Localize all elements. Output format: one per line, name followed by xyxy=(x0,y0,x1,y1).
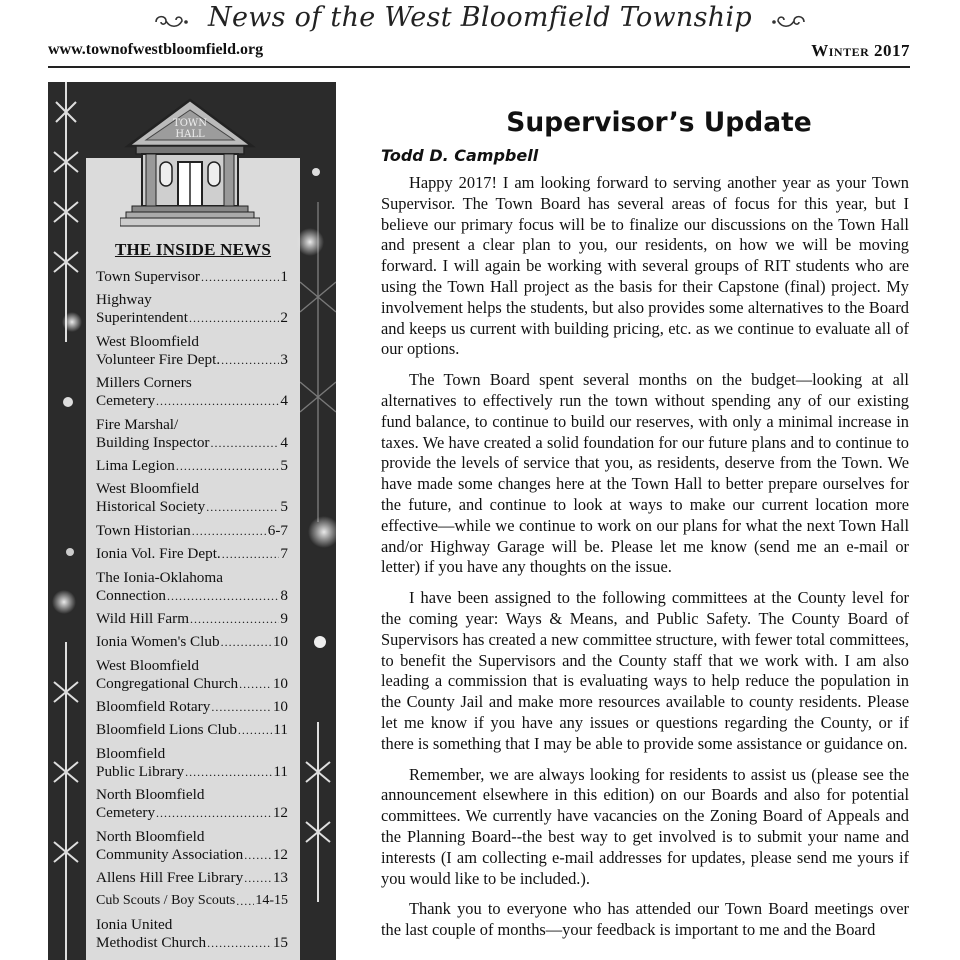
toc-item-line xyxy=(96,721,288,739)
toc-item[interactable] xyxy=(96,698,288,716)
toc-item-line xyxy=(96,587,288,605)
toc-item-title: The Ionia-Oklahoma xyxy=(96,568,223,586)
toc-item-page: 6-7 xyxy=(267,521,288,539)
toc-item-line xyxy=(96,498,288,516)
toc-item-page: 11 xyxy=(273,762,288,780)
toc-leader-dots xyxy=(156,392,279,410)
issue-year: 2017 xyxy=(874,41,910,60)
toc-item[interactable] xyxy=(96,745,288,781)
toc-item-line xyxy=(96,480,288,498)
toc-item-line xyxy=(96,745,288,763)
toc-item-line xyxy=(96,633,288,651)
article-paragraph: The Town Board spent several months on the budget—looking at all alternatives to effectively run the town without spending any of our existing fund balance, to continue to build our reserves, with only a minimal increase in taxes. We have created a solid foundation for our future plans and to continue to provide the levels of service that you, as residents, deserve from the Town. We have made some changes here at the Town Hall to better prepare ourselves for the future, and continue to look at ways to make our current location more effective—while we continue to work on our plans for what the next Town Hall and/or Highway Garage will be. Please let me know (send me an e-mail or letter) if you have any thoughts on the issue. xyxy=(381,370,909,577)
toc-item-title: West Bloomfield xyxy=(96,332,199,350)
toc-item-title: Highway xyxy=(96,291,152,309)
town-hall-label-bottom: HALL xyxy=(175,129,205,140)
toc-item-title: Bloomfield Rotary xyxy=(96,698,211,716)
right-swirl-ornament xyxy=(768,12,808,32)
toc-item-title: Congregational Church xyxy=(96,674,239,692)
toc-item-title: Building Inspector xyxy=(96,433,210,451)
toc-item-title: Wild Hill Farm xyxy=(96,609,190,627)
article-paragraph: Happy 2017! I am looking forward to serving another year as your Town Supervisor. The Town Board has several areas of focus for this year, but I believe our primary focus will be to finalize our discussions on the Town Hall and present a clear plan to you, our residents, on how we will be moving forward. I will again be working with several groups of RIT students who are using the Town Hall project as the basis for their Capstone (final) project. My involvement helps the students, but also provides some alternatives to the Board and keeps us current with building pricing, etc. as we continue to evaluate all of our options. xyxy=(381,173,909,359)
toc-item-line xyxy=(96,892,288,910)
toc-item-title: Allens Hill Free Library xyxy=(96,869,244,887)
toc-item[interactable] xyxy=(96,291,288,327)
issue-season: Winter xyxy=(811,41,870,60)
toc-item[interactable] xyxy=(96,457,288,475)
toc-item[interactable] xyxy=(96,545,288,563)
toc-leader-dots xyxy=(210,434,279,452)
toc-leader-dots xyxy=(244,846,272,864)
toc-item[interactable] xyxy=(96,828,288,864)
toc-item-line xyxy=(96,374,288,392)
toc-item-line xyxy=(96,846,288,864)
toc-item-line xyxy=(96,291,288,309)
toc-leader-dots xyxy=(156,804,272,822)
toc-item-title: Town Historian xyxy=(96,521,191,539)
article-paragraph: Remember, we are always looking for residents to assist us (please see the announcement elsewhere in this edition) on our Boards and also for potential committees. We currently have vacancies on the Zoning Board of Appeals and the Planning Board--the best way to get involved is to submit your name and interests (I am collecting e-mail addresses for updates, please send me yours if you would like to be included.). xyxy=(381,764,909,888)
toc-item-line xyxy=(96,698,288,716)
toc-item-page: 11 xyxy=(273,721,288,739)
toc-item-title: Cemetery xyxy=(96,804,156,822)
toc-item-title: Historical Society xyxy=(96,498,206,516)
toc-leader-dots xyxy=(167,587,279,605)
table-of-contents xyxy=(96,268,288,957)
toc-item-title: Volunteer Fire Dept. xyxy=(96,350,221,368)
toc-item-title: Millers Corners xyxy=(96,374,192,392)
toc-item-line xyxy=(96,869,288,887)
toc-item[interactable] xyxy=(96,657,288,693)
article-paragraph: Thank you to everyone who has attended our Town Board meetings over the last couple of months—your feedback is important to me and the Board xyxy=(381,899,909,940)
toc-item-page: 4 xyxy=(280,433,288,451)
toc-item-line xyxy=(96,545,288,563)
toc-item-title: West Bloomfield xyxy=(96,480,199,498)
toc-item[interactable] xyxy=(96,786,288,822)
toc-item-title: West Bloomfield xyxy=(96,656,199,674)
toc-leader-dots xyxy=(221,351,279,369)
town-hall-label-top: TOWN xyxy=(173,118,207,129)
toc-item-line xyxy=(96,934,288,952)
toc-item-line xyxy=(96,268,288,286)
toc-heading: THE INSIDE NEWS xyxy=(114,240,272,259)
toc-item-line xyxy=(96,416,288,434)
toc-item-page: 7 xyxy=(280,545,288,563)
toc-item-line xyxy=(96,457,288,475)
article-title: Supervisor’s Update xyxy=(506,107,812,138)
toc-item-line xyxy=(96,763,288,781)
toc-item-line xyxy=(96,569,288,587)
toc-item-line xyxy=(96,333,288,351)
toc-item-line xyxy=(96,434,288,452)
toc-item-page: 4 xyxy=(280,392,288,410)
toc-leader-dots xyxy=(176,457,280,475)
toc-item-page: 12 xyxy=(272,804,288,822)
toc-item-page: 15 xyxy=(272,933,288,951)
toc-item-page: 14-15 xyxy=(255,893,288,909)
article-author: Todd D. Campbell xyxy=(381,146,539,165)
toc-item[interactable] xyxy=(96,916,288,952)
toc-item[interactable] xyxy=(96,374,288,410)
toc-item-title: Bloomfield xyxy=(96,744,166,762)
toc-item-title: Ionia Women's Club xyxy=(96,633,220,651)
left-swirl-ornament xyxy=(152,12,192,32)
toc-item-title: Superintendent xyxy=(96,309,188,327)
toc-item-title: Town Supervisor xyxy=(96,268,200,285)
toc-item-title: Fire Marshal/ xyxy=(96,415,179,433)
toc-item-page: 5 xyxy=(280,498,288,516)
toc-item-page: 10 xyxy=(272,698,288,716)
toc-item[interactable] xyxy=(96,480,288,516)
toc-item-page: 5 xyxy=(280,456,288,474)
sidebar xyxy=(48,82,336,960)
toc-item-title: North Bloomfield xyxy=(96,786,205,804)
toc-item-title: Lima Legion xyxy=(96,456,175,474)
toc-item-page: 1 xyxy=(280,268,288,285)
toc-leader-dots xyxy=(239,675,272,693)
toc-item-page: 9 xyxy=(280,609,288,627)
toc-item-line xyxy=(96,351,288,369)
toc-leader-dots xyxy=(185,763,272,781)
toc-item-line xyxy=(96,804,288,822)
toc-item-line xyxy=(96,522,288,540)
toc-item-title: Cemetery xyxy=(96,392,156,410)
toc-item-title: Bloomfield Lions Club xyxy=(96,721,237,739)
toc-item-title: Ionia United xyxy=(96,915,173,933)
toc-leader-dots xyxy=(190,610,279,628)
toc-item[interactable] xyxy=(96,268,288,286)
toc-item[interactable] xyxy=(96,333,288,369)
toc-item[interactable] xyxy=(96,721,288,739)
toc-leader-dots xyxy=(192,522,267,540)
toc-leader-dots xyxy=(236,892,254,910)
toc-leader-dots xyxy=(222,545,280,563)
newsletter-title: News of the West Bloomfield Township xyxy=(208,2,752,33)
toc-item-line xyxy=(96,610,288,628)
toc-item-title: Community Association xyxy=(96,845,244,863)
toc-item-page: 2 xyxy=(280,309,288,327)
toc-item-page: 12 xyxy=(272,845,288,863)
toc-item-title: Connection xyxy=(96,586,167,604)
toc-item-line xyxy=(96,916,288,934)
toc-item-title: Cub Scouts / Boy Scouts xyxy=(96,893,236,909)
toc-leader-dots xyxy=(221,633,272,651)
toc-item-page: 3 xyxy=(280,350,288,368)
toc-leader-dots xyxy=(207,934,272,952)
article-paragraph: I have been assigned to the following committees at the County level for the coming year: Ways & Means, and Public Safety. The County Board of Supervisors has created a new committee structure, with fewer total committees, to benefit the Supervisors and the County staff that we work with. I am also leading a commission that is evaluating ways to help reduce the population in the County Jail and make more resources available to county residents. Please let me know if you have any issues or questions regarding the County, or if there is something that I may be able to provide some assistance or guidance on. xyxy=(381,588,909,753)
toc-leader-dots xyxy=(189,309,279,327)
toc-item-line xyxy=(96,657,288,675)
toc-leader-dots xyxy=(244,869,272,887)
toc-leader-dots xyxy=(201,268,279,286)
toc-item-line xyxy=(96,309,288,327)
toc-item-page: 10 xyxy=(272,674,288,692)
town-hall-icon xyxy=(120,96,260,230)
toc-item[interactable] xyxy=(96,416,288,452)
toc-item[interactable] xyxy=(96,633,288,651)
toc-item-title: North Bloomfield xyxy=(96,827,205,845)
toc-item-line xyxy=(96,786,288,804)
masthead xyxy=(0,0,960,44)
toc-item-title: Ionia Vol. Fire Dept. xyxy=(96,545,221,563)
toc-item-title: Methodist Church xyxy=(96,933,207,951)
toc-item[interactable] xyxy=(96,869,288,887)
toc-item[interactable] xyxy=(96,610,288,628)
toc-item-line xyxy=(96,675,288,693)
toc-leader-dots xyxy=(238,721,272,739)
toc-item-title: Public Library xyxy=(96,762,185,780)
header-rule xyxy=(48,66,910,68)
article-body xyxy=(381,173,909,941)
toc-item-line xyxy=(96,392,288,410)
toc-item-line xyxy=(96,828,288,846)
toc-item-page: 13 xyxy=(272,869,288,887)
issue-date xyxy=(811,41,910,61)
toc-item[interactable] xyxy=(96,569,288,605)
toc-item-page: 10 xyxy=(272,633,288,651)
toc-leader-dots xyxy=(206,498,279,516)
toc-item[interactable] xyxy=(96,522,288,540)
toc-leader-dots xyxy=(211,698,271,716)
website-url[interactable]: www.townofwestbloomfield.org xyxy=(48,41,264,58)
toc-item[interactable] xyxy=(96,892,288,910)
toc-item-page: 8 xyxy=(280,586,288,604)
article xyxy=(381,104,909,951)
